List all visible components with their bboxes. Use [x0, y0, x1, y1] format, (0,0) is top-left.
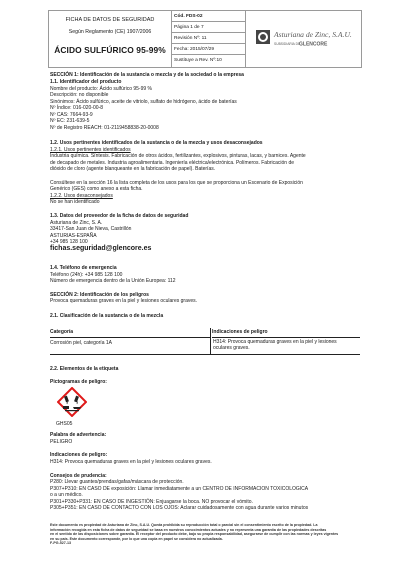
product-name: ÁCIDO SULFÚRICO 95-99%: [54, 45, 166, 55]
emergency-phone: Teléfono (24h): +34 985 128 100: [50, 272, 123, 278]
cas-number: Nº CAS: 7664-93-9: [50, 112, 93, 118]
supplier-name: Asturiana de Zinc, S. A.: [50, 220, 103, 226]
description-line: Descripción: no disponible: [50, 92, 109, 98]
precaution-p305: P305+P351: EN CASO DE CONTACTO CON LOS OJOS: Aclarar cuidadosamente con agua durante varios minutos: [50, 505, 309, 511]
product-name-line: Nombre del producto: Ácido sulfúrico 95-99 %: [50, 86, 152, 92]
table-cell-category: Corrosión piel, categoría 1A: [50, 340, 112, 346]
header-regulation: Según Reglamento (CE) 1907/2006: [68, 29, 152, 35]
pictograms-title: Pictogramas de peligro:: [50, 379, 107, 385]
uses-line-3: dióxido de cloro (agente blanqueante en la fabricación de papel). Baterías.: [50, 166, 216, 172]
replaces-revision: Sustituye a Rev. Nº:10: [174, 58, 222, 63]
precaution-p307-p310: P307+P310: EN CASO DE exposición: Llamar inmediatamente a un CENTRO DE INFORMACION TOXICOLOGICA: [50, 486, 309, 492]
corrosion-pictogram-icon: [57, 387, 87, 417]
supplier-email[interactable]: fichas.seguridad@glencore.es: [50, 245, 152, 252]
section-2-summary: Provoca quemaduras graves en la piel y lesiones oculares graves.: [50, 298, 198, 304]
table-header-hazard: Indicaciones de peligro: [212, 328, 360, 338]
section-1-3-title: 1.3. Datos del proveedor de la ficha de datos de seguridad: [50, 213, 189, 219]
section-1-2-title: 1.2. Usos pertinentes identificados de la sustancia o de la mezcla y usos desaconsejados: [50, 140, 263, 146]
footer-line-1: Este documento es propiedad de Asturiana de Zinc, S.A.U. Queda prohibida su reproducción total o parcial sin el consentimiento escrito de la propiedad. La: [50, 523, 318, 527]
footer-line-4: en su país. Este documento corresponde, por lo que una copia en papel se considera no actualizada.: [50, 536, 223, 541]
index-number: Nº Índice: 016-020-00-8: [50, 105, 103, 111]
section-1-title: SECCIÓN 1: Identificación de la sustancia o mezcla y de la sociedad o la empresa: [50, 72, 244, 78]
uses-line-2: de decapado de metales. Industria agroalimentaria. Ingeniería eléctrica/electrónica. Polímeros. Fabricación de: [50, 160, 295, 166]
table-cell-hazard-line-1: H314: Provoca quemaduras graves en la piel y lesiones: [213, 339, 337, 345]
precaution-p301: P301+P330+P331: EN CASO DE INGESTIÓN: Enjuagarse la boca. NO provocar el vómito.: [50, 499, 253, 505]
legal-footer: [50, 523, 360, 546]
supplier-address: 33417-San Juan de Nieva, Castrillón: [50, 226, 132, 232]
revision-number: Revisión Nº: 11: [171, 33, 245, 44]
ec-number: Nº EC: 231-639-5: [50, 118, 90, 124]
footer-form-code: F-PG-527-13: [50, 541, 71, 546]
uses-line-1: Industria química. Síntesis. Fabricación de otros ácidos, fertilizantes, explosivos, pinturas, lacas, y barnices. Agente: [50, 153, 306, 159]
eu-emergency-number: Número de emergencia dentro de la Unión Europea: 112: [50, 278, 176, 284]
supplier-region: ASTURIAS-ESPAÑA: [50, 233, 97, 239]
ghs-code: GHS05: [56, 421, 73, 427]
section-2-1-title: 2.1. Clasificación de la sustancia o de la mezcla: [50, 313, 164, 319]
section-2-title: SECCIÓN 2: Identificación de los peligros: [50, 292, 149, 298]
reach-number: Nº de Registro REACH: 01-2119458838-20-0008: [50, 125, 159, 131]
section-1-4-title: 1.4. Teléfono de emergencia: [50, 265, 117, 271]
header-meta: [171, 11, 246, 67]
header-title-block: [49, 11, 172, 67]
supplier-phone: +34 985 128 100: [50, 239, 88, 245]
page-number: Página 1 de 7: [171, 22, 245, 33]
svg-text:SUBSIDIARIA DE: SUBSIDIARIA DE: [274, 42, 301, 46]
footer-line-3: en el sentido de las disposiciones sobre garantía. El receptor del producto debe, bajo su propia responsabilidad, asegurarse de cumplir con las normas y leyes vigentes: [50, 532, 339, 537]
hazard-statements-title: Indicaciones de peligro:: [50, 452, 108, 458]
document-header: [48, 10, 362, 68]
section-1-1-title: 1.1. Identificador del producto: [50, 79, 122, 85]
section-1-2-2-title: 1.2.2. Usos desaconsejados: [50, 193, 113, 199]
signal-word: PELIGRO: [50, 439, 73, 445]
table-bottom-rule: [50, 354, 360, 355]
svg-text:Asturiana de Zinc, S.A.U.: Asturiana de Zinc, S.A.U.: [274, 30, 352, 39]
precaution-p307-cont: o a un médico.: [50, 492, 83, 498]
revision-date: Fecha: 2015/07/29: [171, 44, 245, 55]
table-divider: [210, 328, 211, 354]
company-logo: [255, 23, 355, 53]
header-title: FICHA DE DATOS DE SEGURIDAD: [65, 17, 155, 23]
section-2-2-title: 2.2. Elementos de la etiqueta: [50, 366, 119, 372]
table-cell-hazard-line-2: oculares graves.: [213, 345, 250, 351]
table-header-category: Categoría: [50, 328, 210, 338]
hazard-statement-h314: H314: Provoca quemaduras graves en la piel y lesiones oculares graves.: [50, 459, 212, 465]
uses-note-1: Consúltese en la sección 16 la lista completa de los usos para los que se proporciona un Escenario de Exposición: [50, 180, 303, 186]
signal-word-title: Palabra de advertencia:: [50, 432, 107, 438]
synonyms-line: Sinónimos: Ácido sulfúrico, aceite de vitriolo, sulfato de hidrógeno, ácido de baterías: [50, 99, 237, 105]
precautionary-title: Consejos de prudencia:: [50, 473, 107, 479]
uses-note-2: Genérico (GES) como anexo a esta ficha.: [50, 186, 143, 192]
uses-not-advised: No se han identificado: [50, 199, 100, 205]
doc-code: Cód. FDS-02: [171, 11, 245, 22]
company-logo-area: [245, 11, 361, 67]
precaution-p280: P280: Llevar guantes/prendas/gafas/máscara de protección.: [50, 479, 184, 485]
footer-line-2: información recogida en esta ficha de datos de seguridad se basa en nuestros conocimientos actuales y no representa una garantía de las propiedades descritas: [50, 527, 327, 532]
section-1-2-1-title: 1.2.1. Usos pertinentes identificados: [50, 147, 131, 153]
svg-text:GLENCORE: GLENCORE: [299, 41, 328, 48]
